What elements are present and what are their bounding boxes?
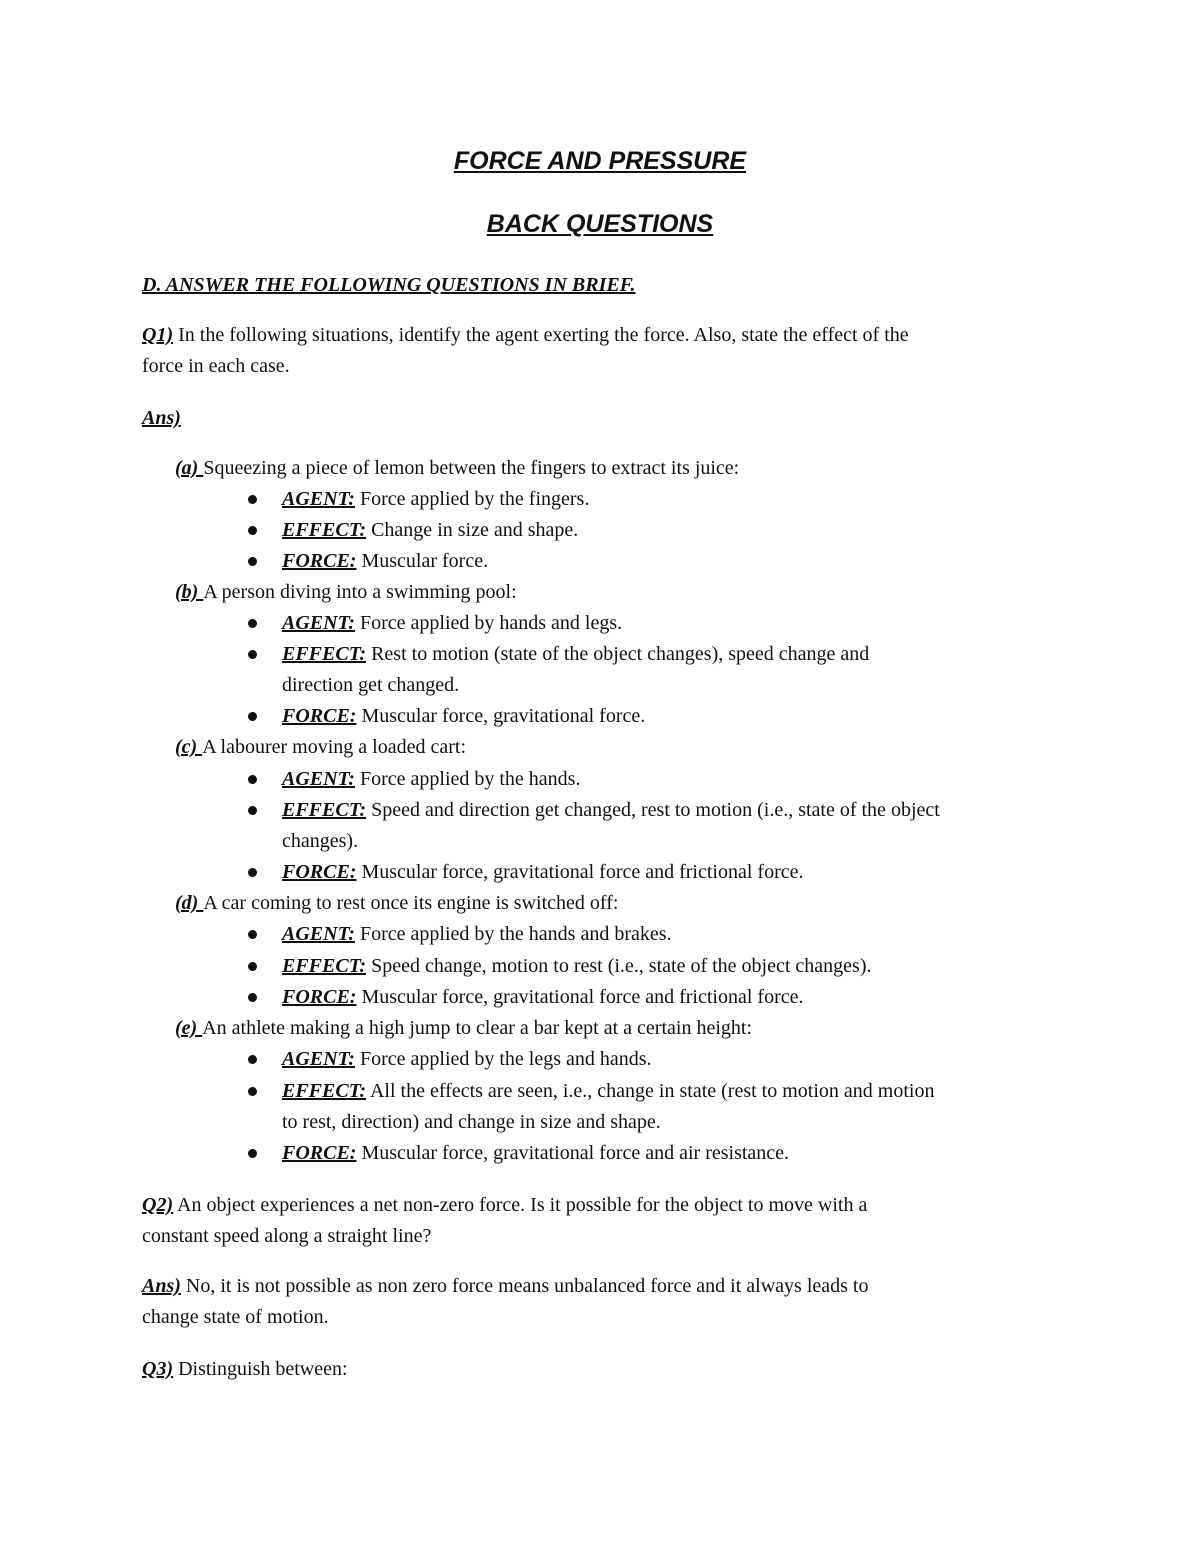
part-d-question: (d) A car coming to rest once its engine is switched off: — [175, 892, 619, 914]
q1-text-line2: force in each case. — [142, 355, 290, 377]
q1-line1 — [142, 322, 909, 348]
list-item-continuation: direction get changed. — [282, 674, 460, 696]
ans2-text-line2: change state of motion. — [142, 1306, 329, 1328]
bullet-icon — [248, 619, 257, 628]
bullet-icon — [248, 868, 257, 877]
part-c-label: (c) — [175, 736, 203, 758]
q1-label: Q1) — [142, 324, 174, 346]
ans2-label: Ans) — [142, 1275, 181, 1297]
part-c-question: (c) A labourer moving a loaded cart: — [175, 736, 467, 758]
q1-text-line1: In the following situations, identify the agent exerting the force. Also, state the effect of the — [173, 324, 909, 346]
page-title: FORCE AND PRESSURE — [453, 147, 747, 175]
q2-label: Q2) — [142, 1194, 174, 1216]
part-a-label: (a) — [175, 457, 204, 479]
q2-line1: Q2) An object experiences a net non-zero force. Is it possible for the object to move with a — [142, 1194, 868, 1216]
bullet-icon — [248, 495, 257, 504]
bullet-icon — [248, 806, 257, 815]
section-heading: D. ANSWER THE FOLLOWING QUESTIONS IN BRIEF. — [142, 274, 636, 296]
q3-line: Q3) Distinguish between: — [142, 1358, 348, 1380]
bullet-icon — [248, 557, 257, 566]
list-item-continuation: to rest, direction) and change in size and shape. — [282, 1111, 661, 1133]
bullet-icon — [248, 775, 257, 784]
part-a-question: (a) Squeezing a piece of lemon between the fingers to extract its juice: — [175, 457, 740, 479]
bullet-icon — [248, 962, 257, 971]
part-e-question: (e) An athlete making a high jump to clear a bar kept at a certain height: — [175, 1017, 752, 1039]
bullet-icon — [248, 1055, 257, 1064]
bullet-icon — [248, 930, 257, 939]
part-b-question: (b) A person diving into a swimming pool: — [175, 581, 517, 603]
bullet-icon — [248, 1149, 257, 1158]
page-subtitle: BACK QUESTIONS — [486, 210, 714, 238]
part-e-label: (e) — [175, 1017, 203, 1039]
ans-label: Ans) — [142, 407, 181, 429]
ans2-line1: Ans) No, it is not possible as non zero force means unbalanced force and it always leads to — [142, 1275, 869, 1297]
list-item-continuation: changes). — [282, 830, 359, 852]
bullet-icon — [248, 1087, 257, 1096]
document-page: FORCE AND PRESSURE BACK QUESTIONS D. ANSWER THE FOLLOWING QUESTIONS IN BRIEF. Q1) In the following situations, identify the agent exerting the force. Also, state the effect of the force in each case. Ans) (a) Squeezing a piece of lemon between the fingers to extract its juice: AGENT: Force applied by the fingers. EFFECT: Change in size and shape. FORCE: Muscular force. (b) A person diving into a swimming pool: AGENT: Force applied by hands and legs. EFFECT: Rest to motion (state of the object changes), speed change and direction get changed. FORCE: Muscular force, gravitational force. (c) A labourer moving a loaded cart: AGENT: Force applied by the hands. EFFECT: Speed and direction get changed, rest to motion (i.e., state of the object changes). FORCE: Muscular force, gravitational force and frictional force. (d) A car coming to rest once its engine is switched off: AGENT: Force applied by the hands and brakes. EFFECT: Speed change, motion to rest (i.e., state of the object changes). FORCE: Muscular force, gravitational force and frictional force. (e) An athlete making a high jump to clear a bar kept at a certain height: AGENT: Force applied by the legs and hands. EFFECT: All the effects are seen, i.e., change in state (rest to motion and motion to rest, direction) and change in size and shape. FORCE: Muscular force, gravitational force and air resistance. Q2) An object experiences a net non-zero force. Is it possible for the object to move with a constant speed along a straight line? Ans) No, it is not possible as non zero force means unbalanced force and it always leads to change state of motion. Q3) Distinguish between: — [0, 0, 1200, 1553]
bullet-icon — [248, 650, 257, 659]
bullet-icon — [248, 993, 257, 1002]
q2-text-line2: constant speed along a straight line? — [142, 1225, 432, 1247]
bullet-icon — [248, 712, 257, 721]
q3-label: Q3) — [142, 1358, 174, 1380]
part-d-label: (d) — [175, 892, 204, 914]
part-b-label: (b) — [175, 581, 204, 603]
bullet-icon — [248, 526, 257, 535]
